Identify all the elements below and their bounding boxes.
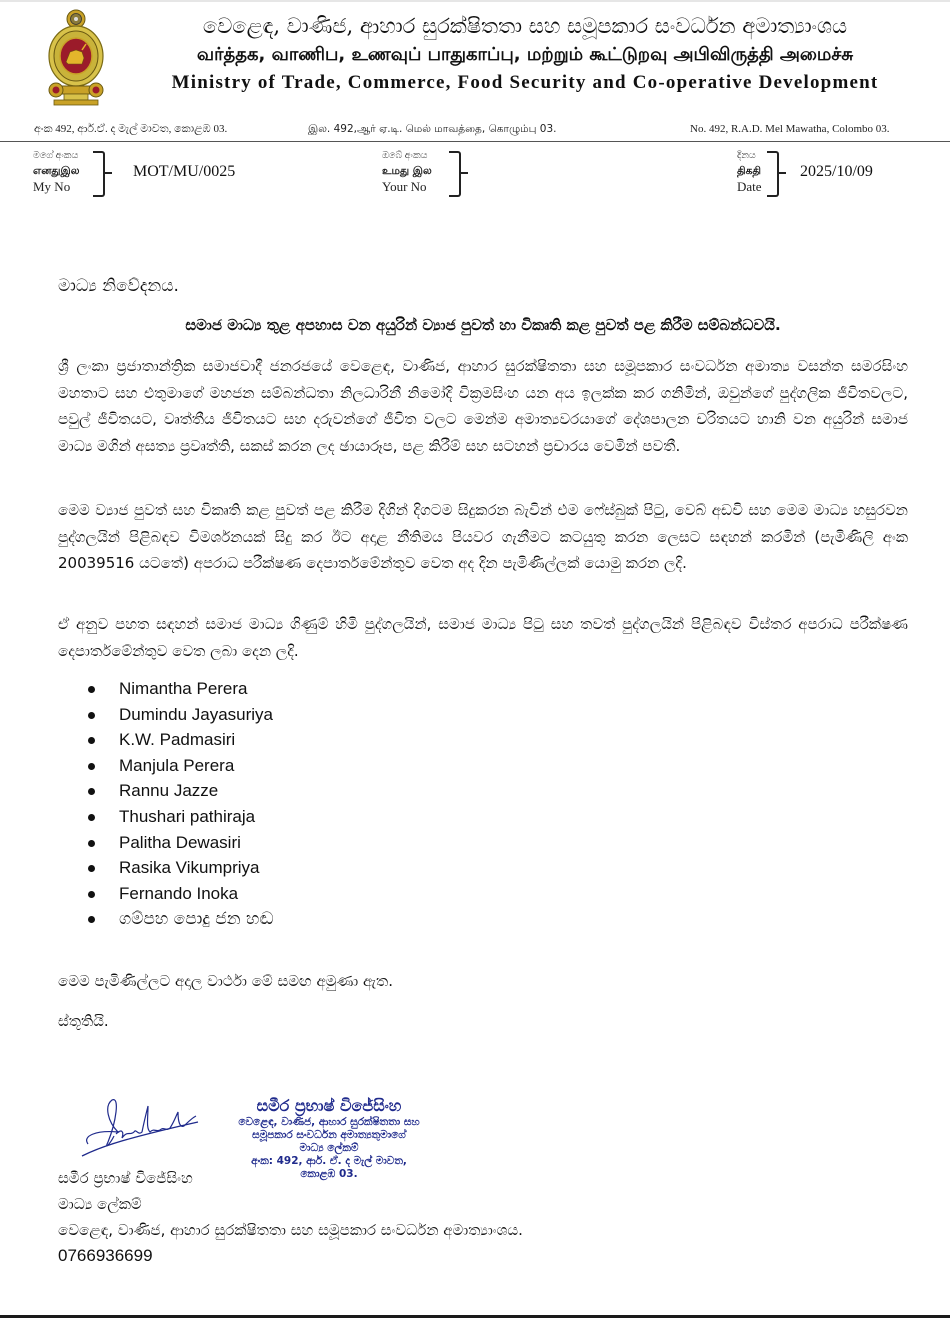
address-tamil: இல. 492,ஆர் ஏ.டி. மெல் மாவத்தை, கொழும்பு 03.: [308, 123, 557, 135]
brace-icon: [767, 151, 779, 197]
list-item: [88, 906, 274, 932]
stamp-line: සමූපකාර සංවර්ධන අමාත්‍යතුමාගේ: [252, 1129, 406, 1141]
press-release-heading: මාධ්‍ය නිවේදනය.: [58, 276, 179, 296]
bullet-icon: [88, 712, 95, 719]
date-label-english: Date: [737, 179, 762, 194]
bullet-icon: [88, 788, 95, 795]
list-item: [88, 727, 274, 753]
my-number-label-sinhala: මගේ අංකය: [33, 151, 79, 161]
thanks-text: ස්තූතියි.: [58, 1012, 109, 1030]
list-item: [88, 702, 274, 728]
stamp-name: සමීර ප්‍රභාෂ් විජේසිංහ: [256, 1096, 402, 1115]
ministry-name-english: Ministry of Trade, Commerce, Food Security and Co-operative Development: [171, 72, 879, 93]
body-paragraph-2: මෙම ව්‍යාජ පුවත් සහ විකෘති කළ පුවත් පළ කිරීම දිගින් දිගටම සිදුකරන බැවින් එම ෆේස්බුක් පිටු, වෙබ් අඩවි සහ මෙම මාධ්‍ය හසුරවන පුද්ගලයින් පිළිබඳව විමර්ශනයක් සිදු කර ඊට අදාළ නීතිමය පියවර ගැනීමට කටයුතු කරන ලෙසට සඳහන් කරමින් (පැමිණිලි අංක 20039516 යටතේ) අපරාධ පරීක්ෂණ දෙපාර්තමේන්තුව වෙත අද දින පැමිණිල්ලක් යොමු කරන ලදි.: [58, 501, 908, 572]
list-item-text: Thushari pathiraja: [119, 806, 256, 826]
list-item: [88, 778, 274, 804]
page-top-edge: [0, 0, 950, 2]
address-english: No. 492, R.A.D. Mel Mawatha, Colombo 03.: [690, 123, 890, 135]
list-item-text: K.W. Padmasiri: [119, 730, 236, 750]
your-number-labels: [382, 149, 432, 194]
my-number-labels: [33, 149, 79, 194]
list-item-text: ගම්පහ පොදු ජන හඬ: [119, 909, 274, 930]
stamp-line: මාධ්‍ය ලේකම්: [299, 1142, 359, 1154]
header-divider: [0, 141, 950, 142]
sri-lanka-emblem-icon: [46, 6, 106, 110]
bullet-icon: [88, 891, 95, 898]
bullet-icon: [88, 686, 95, 693]
ministry-name-sinhala: වෙළෙඳ, වාණිජ, ආහාර සුරක්ෂිතතා සහ සමූපකාර සංවර්ධන අමාත්‍යාංශය: [202, 14, 848, 38]
bullet-icon: [88, 840, 95, 847]
date-label-sinhala: දිනය: [737, 151, 756, 161]
list-item: [88, 804, 274, 830]
signatory-name: සමීර ප්‍රභාෂ් විජේසිංහ: [58, 1169, 193, 1187]
my-number-label-tamil: எனதுஇல: [33, 165, 80, 177]
your-number-block: [382, 149, 432, 194]
list-item-text: Palitha Dewasiri: [119, 832, 241, 852]
date-block: [737, 149, 873, 194]
list-item: [88, 676, 274, 702]
bullet-icon: [88, 763, 95, 770]
list-item-text: Rasika Vikumpriya: [119, 858, 260, 878]
body-paragraph-3: ඒ අනුව පහත සඳහන් සමාජ මාධ්‍ය ගිණුම් හිමි පුද්ගලයින්, සමාජ මාධ්‍ය පිටු සහ තවත් පුද්ගලයින් පිළිබඳව විස්තර අපරාධ පරීක්ෂණ දෙපාර්තමේන්තුව වෙත ලබා දෙන ලදි.: [58, 615, 908, 660]
brace-icon: [93, 151, 105, 197]
subject-line: සමාජ මාධ්‍ය තුළ අපහාස වන අයුරින් ව්‍යාජ පුවත් හා විකෘති කළ පුවත් පළ කිරීම සම්බන්ධවයි.: [185, 316, 781, 334]
signatory-title: මාධ්‍ය ලේකම්: [58, 1195, 142, 1213]
list-item: [88, 830, 274, 856]
body-paragraph-1: ශ්‍රී ලංකා ප්‍රජාතාන්ත්‍රික සමාජවාදී ජනරජයේ වෙළෙඳ, වාණිජ, ආහාර සුරක්ෂිතතා සහ සමූපකාර සංවර්ධන අමාත්‍ය වසන්ත සමරසිංහ මහතාට සහ එතුමාගේ මහජන සම්බන්ධතා නිලධාරිනී නිමෝදි වික්‍රමසිංහ යන අය ඉලක්ක කර ගනිමින්, ඔවුන්ගේ පුද්ගලික ජීවිතවලට, පවුල් ජීවිතයට, වෘත්තීය ජීවිතයට සහ දරුවන්ගේ ජීවිත වලට මෙන්ම අමාත්‍යවරයාගේ දේශපාලන චරිතයට හානි වන අයුරින් සමාජ මාධ්‍ය මගින් අසත්‍ය ප්‍රවෘත්ති, සකස් කරන ලද ඡායාරූප, පළ කිරීම් සහ සටහන් ප්‍රචාරය වෙමින් පවතී.: [58, 357, 908, 455]
stamp-line: වෙළෙඳ, වාණිජ, ආහාර සුරක්ෂිතතා සහ: [238, 1116, 420, 1128]
signatory-ministry: වෙළෙඳ, වාණිජ, ආහාර සුරක්ෂිතතා සහ සමූපකාර සංවර්ධන අමාත්‍යාංශය.: [58, 1221, 523, 1239]
stamp-line: කොළඹ 03.: [300, 1168, 358, 1180]
signatory-block: [58, 1165, 523, 1269]
signatory-phone: 0766936699: [58, 1246, 153, 1265]
bullet-icon: [88, 865, 95, 872]
attachment-note: මෙම පැමිණිල්ලට අදාල වාර්ථා මේ සමඟ අමුණා ඇත.: [58, 972, 393, 990]
list-item-text: Rannu Jazze: [119, 781, 219, 801]
list-item-text: Fernando Inoka: [119, 883, 239, 903]
names-list: [88, 676, 274, 932]
bullet-icon: [88, 737, 95, 744]
my-number-value: MOT/MU/0025: [133, 163, 236, 180]
stamp-line: අංක: 492, ආර්. ඒ. ද මැල් මාවත,: [251, 1155, 407, 1167]
my-number-label-english: My No: [33, 179, 71, 194]
list-item-text: Nimantha Perera: [119, 679, 248, 698]
list-item-text: Manjula Perera: [119, 755, 235, 775]
list-item: [88, 753, 274, 779]
your-number-label-english: Your No: [382, 179, 427, 194]
your-number-label-tamil: உமது இல: [382, 165, 432, 177]
your-number-label-sinhala: ඔබේ අංකය: [382, 151, 428, 161]
date-value: 2025/10/09: [800, 163, 873, 180]
handwritten-signature-icon: [78, 1092, 208, 1162]
address-sinhala: අංක 492, ආර්.ඒ. ද මැල් මාවත, කොළඹ 03.: [34, 123, 228, 135]
ministry-name-tamil: வர்த்தக, வாணிப, உணவுப் பாதுகாப்பு, மற்றும் கூட்டுறவு அபிவிருத்தி அமைச்சு: [196, 44, 854, 65]
list-item: [88, 881, 274, 907]
date-labels: [737, 149, 762, 194]
list-item-text: Dumindu Jayasuriya: [119, 704, 274, 724]
my-number-block: [33, 149, 236, 194]
date-label-tamil: திகதி: [737, 165, 761, 177]
list-item: [88, 855, 274, 881]
bullet-icon: [88, 814, 95, 821]
bullet-icon: [88, 916, 95, 923]
brace-icon: [449, 151, 461, 197]
